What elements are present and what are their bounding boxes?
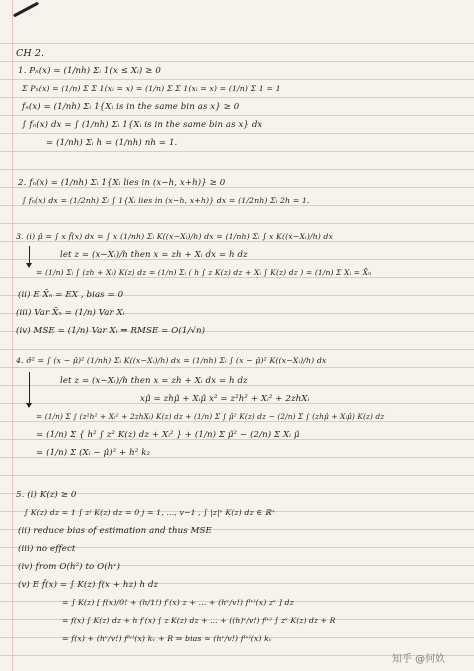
margin-line (12, 0, 13, 671)
line-25: (v) E f̂(x) = ∫ K(z) f(x + hz) h dz (18, 580, 159, 590)
line-6: 2. fₙ(x) = (1/nh) Σᵢ 1{Xᵢ lies in (x−h, x+h)} ≥ 0 (18, 178, 226, 188)
line-8: 3. (i) μ̂ = ∫ x f̂(x) dx = ∫ x (1/nh) Σᵢ K((x−Xᵢ)/h) dx = (1/nh) Σᵢ ∫ x K((x−Xᵢ)/h) dx (16, 232, 334, 241)
line-28: = f(x) + (hᵛ/v!) f⁽ᵛ⁾(x) kᵥ + R ⇒ bias ≈ (hᵛ/v!) f⁽ᵛ⁾(x) kᵥ (62, 634, 272, 643)
ruled-line (0, 277, 474, 278)
line-3: fₙ(x) = (1/nh) Σᵢ 1{Xᵢ is in the same bin as x} ≥ 0 (22, 102, 240, 112)
ruled-line (0, 115, 474, 116)
line-21: ∫ K(z) dz = 1 ∫ zʲ K(z) dz = 0 j = 1, …, v−1 , ∫ |z|ᵛ K(z) dz ∈ ℝ⁺ (24, 508, 276, 517)
line-18: = (1/n) Σ { h² ∫ z² K(z) dz + Xᵢ² } + (1/n) Σ μ̂² − (2/n) Σ Xᵢ μ̂ (36, 430, 300, 440)
ruled-line (0, 205, 474, 206)
ruled-line (0, 241, 474, 242)
chapter-title: CH 2. (16, 48, 45, 59)
line-10: = (1/n) Σᵢ ∫ (zh + Xᵢ) K(z) dz = (1/n) Σᵢ ( h ∫ z K(z) dz + Xᵢ ∫ K(z) dz ) = (1/n) Σ Xᵢ = X̄ₙ (36, 268, 372, 277)
line-22: (ii) reduce bias of estimation and thus MSE (18, 526, 212, 536)
line-19: = (1/n) Σ (Xᵢ − μ̂)² + h² k₂ (36, 448, 151, 458)
ruled-line (0, 61, 474, 62)
line-17: = (1/n) Σ ∫ (z²h² + Xᵢ² + 2zhXᵢ) K(z) dz + (1/n) Σ ∫ μ̂² K(z) dz − (2/n) Σ ∫ (zhμ̂ + Xᵢμ̂) K(z) dz (36, 412, 385, 421)
line-5: = (1/nh) Σᵢ h = (1/nh) nh = 1. (46, 138, 178, 148)
watermark: 知乎 @何奺 (392, 654, 446, 665)
ruled-line (0, 223, 474, 224)
ruled-line (0, 421, 474, 422)
ruled-line (0, 79, 474, 80)
line-27: = f(x) ∫ K(z) dz + h f′(x) ∫ z K(z) dz + … + ((h)ᵛ/v!) f⁽ᵛ⁾ ∫ zᵛ K(z) dz + R (62, 616, 336, 625)
line-14: 4. σ̂² = ∫ (x − μ̂)² (1/nh) Σᵢ K((x−Xᵢ)/h) dx = (1/nh) Σᵢ ∫ (x − μ̂)² K((x−Xᵢ)/h) dx (16, 356, 327, 365)
line-4: ∫ fₙ(x) dx = ∫ (1/nh) Σᵢ 1{Xᵢ is in the same bin as x} dx (22, 120, 263, 130)
arrow-down-icon (29, 246, 30, 264)
line-20: 5. (i) K(z) ≥ 0 (16, 490, 77, 500)
ruled-line (0, 97, 474, 98)
line-9: let z = (x−Xᵢ)/h then x = zh + Xᵢ dx = h dz (60, 250, 248, 260)
ruled-line (0, 475, 474, 476)
line-2: Σ Pₙ(x) = (1/n) Σ Σ 1(xᵢ = x) = (1/n) Σ Σ 1(xᵢ = x) = (1/n) Σ 1 = 1 (22, 84, 281, 93)
line-23: (iii) no effect (18, 544, 76, 554)
line-7: ∫ fₙ(x) dx = (1/2nh) Σᵢ ∫ 1{Xᵢ lies in (x−h, x+h)} dx = (1/2nh) Σᵢ 2h = 1. (22, 196, 310, 205)
ruled-line (0, 169, 474, 170)
ruled-line (0, 43, 474, 44)
line-26: = ∫ K(z) [ f(x)/0! + (h/1!) f′(x) z + … + (hᵛ/v!) f⁽ᵛ⁾(x) zᵛ ] dz (62, 598, 294, 607)
arrow-down-icon (29, 372, 30, 404)
line-13: (iv) MSE = (1/n) Var Xᵢ ⇒ RMSE = O(1/√n) (16, 326, 206, 336)
ruled-line (0, 151, 474, 152)
line-12: (iii) Var X̄ₙ = (1/n) Var Xᵢ (16, 308, 125, 318)
ruled-line (0, 133, 474, 134)
line-24: (iv) from O(h²) to O(hᵛ) (18, 562, 121, 572)
pen-stroke-mark (13, 2, 39, 18)
line-11: (ii) E X̄ₙ = EX , bias = 0 (18, 290, 124, 300)
ruled-line (0, 349, 474, 350)
ruled-line (0, 367, 474, 368)
line-1: 1. Pₙ(x) = (1/nh) Σᵢ 1(x ≤ Xᵢ) ≥ 0 (18, 66, 161, 76)
line-15: let z = (x−Xᵢ)/h then x = zh + Xᵢ dx = h dz (60, 376, 248, 386)
line-16: xμ̂ = zhμ̂ + Xᵢμ̂ x² = z²h² + Xᵢ² + 2zhXᵢ (140, 394, 310, 404)
